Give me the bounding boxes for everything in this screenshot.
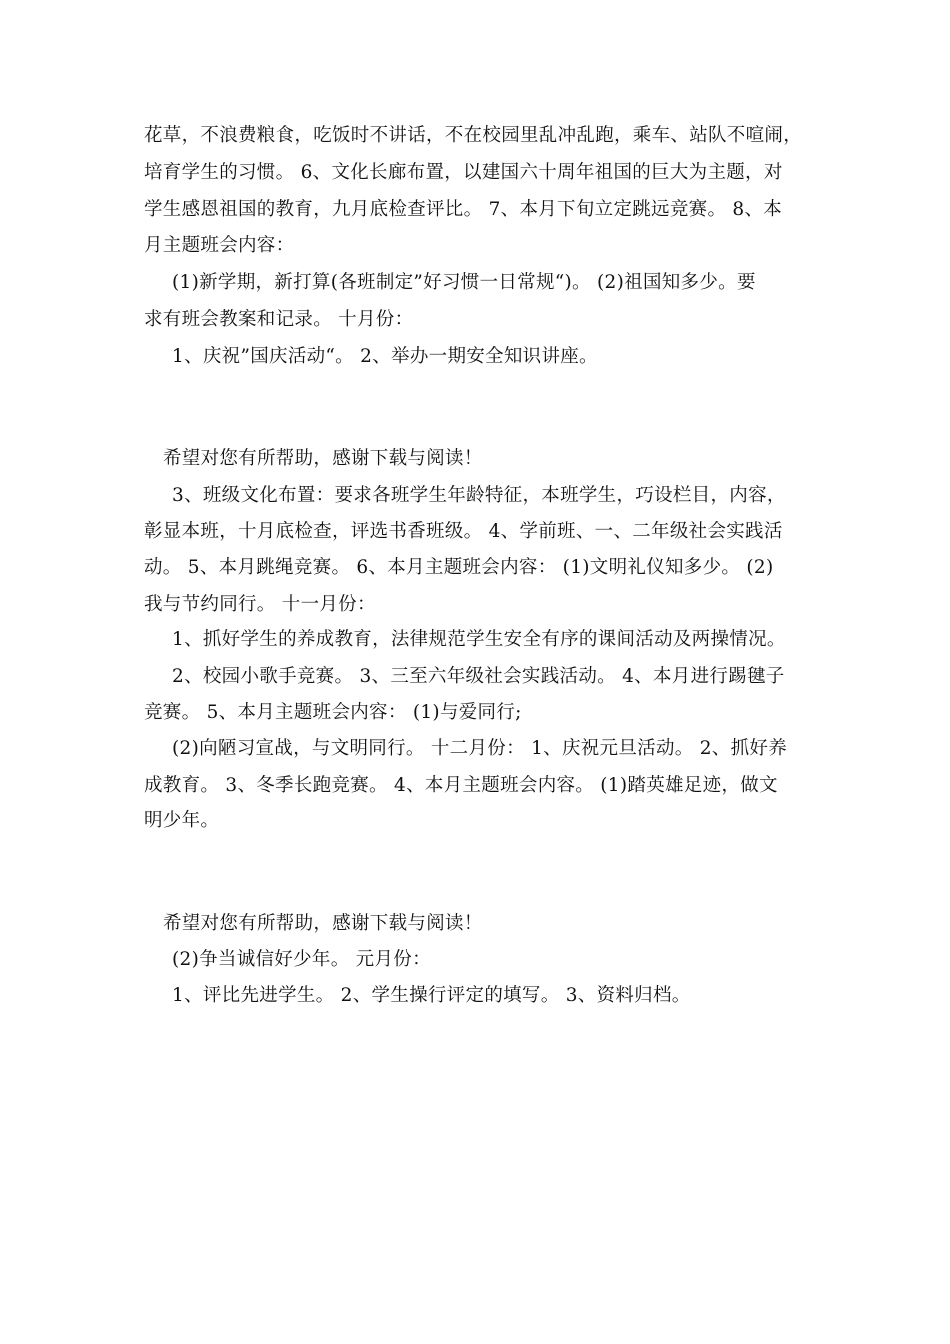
paragraph-line: 3、班级文化布置：要求各班学生年龄特征，本班学生，巧设栏目，内容， xyxy=(172,485,786,506)
paragraph-line: 成教育。 3、冬季长跑竞赛。 4、本月主题班会内容。 (1)踏英雄足迹，做文 xyxy=(144,775,778,796)
paragraph-line: 1、抓好学生的养成教育，法律规范学生安全有序的课间活动及两操情况。 xyxy=(172,629,786,650)
closing-note: 希望对您有所帮助，感谢下载与阅读！ xyxy=(163,913,483,934)
paragraph-line: (2)向陋习宣战，与文明同行。 十二月份： 1、庆祝元旦活动。 2、抓好养 xyxy=(172,738,787,759)
paragraph-line: 1、庆祝”国庆活动“。 2、举办一期安全知识讲座。 xyxy=(172,346,598,367)
paragraph-line: 月主题班会内容： xyxy=(144,235,295,256)
paragraph-line: 2、校园小歌手竞赛。 3、三至六年级社会实践活动。 4、本月进行踢毽子 xyxy=(172,666,785,687)
paragraph-line: (2)争当诚信好少年。 元月份： xyxy=(172,949,431,970)
paragraph-line: (1)新学期，新打算(各班制定”好习惯一日常规“)。 (2)祖国知多少。要 xyxy=(172,272,756,293)
paragraph-line: 我与节约同行。 十一月份： xyxy=(144,594,376,615)
paragraph-line: 竞赛。 5、本月主题班会内容： (1)与爱同行; xyxy=(144,702,522,723)
paragraph-line: 学生感恩祖国的教育，九月底检查评比。 7、本月下旬立定跳远竞赛。 8、本 xyxy=(144,199,783,220)
paragraph-line: 1、评比先进学生。 2、学生操行评定的填写。 3、资料归档。 xyxy=(172,985,691,1006)
paragraph-line: 花草，不浪费粮食，吃饭时不讲话，不在校园里乱冲乱跑，乘车、站队不喧闹， xyxy=(144,125,803,146)
paragraph-line: 彰显本班，十月底检查，评选书香班级。 4、学前班、一、二年级社会实践活 xyxy=(144,521,783,542)
paragraph-line: 培育学生的习惯。 6、文化长廊布置，以建国六十周年祖国的巨大为主题，对 xyxy=(144,162,783,183)
closing-note: 希望对您有所帮助，感谢下载与阅读！ xyxy=(163,448,483,469)
paragraph-line: 求有班会教案和记录。 十月份： xyxy=(144,309,414,330)
paragraph-line: 动。 5、本月跳绳竞赛。 6、本月主题班会内容： (1)文明礼仪知多少。 (2) xyxy=(144,557,774,578)
paragraph-line: 明少年。 xyxy=(144,810,220,831)
